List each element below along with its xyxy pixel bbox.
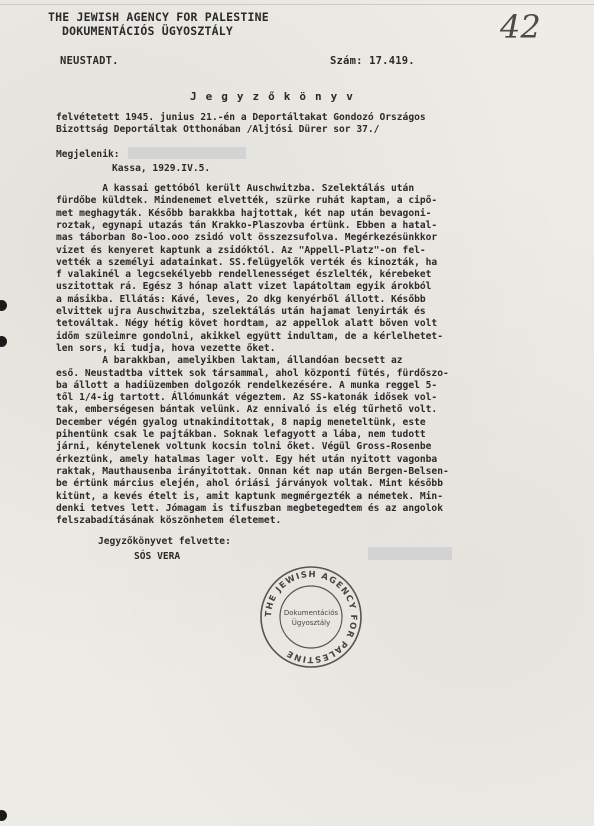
body-line: A kassai gettóból került Auschwitzba. Szelektálás után [56, 183, 415, 194]
body-line: felszabadításának köszönhetem életemet. [56, 515, 282, 527]
body-line: tetováltak. Négy hétig követ hordtam, az appellok alatt bőven volt [56, 318, 438, 330]
body-line: eső. Neustadtba vittek sok társammal, ahol központi fütés, fürdőszo- [56, 367, 449, 379]
body-line: vizet és kenyeret kaptunk a zsidóktól. Az "Appell-Platz"-on fel- [56, 244, 426, 256]
body-line: vették a személyi adatainkat. SS.felügyelők verték és kinozták, ha [56, 256, 438, 268]
document-title: Jegyzőkönyv [190, 90, 362, 103]
recorder-name: SÓS VERA [134, 551, 181, 562]
body-line: f valakinél a legcsekélyebb rendellenességet észlelték, kérebeket [56, 269, 432, 281]
agency-header: THE JEWISH AGENCY FOR PALESTINE [48, 10, 269, 24]
punch-hole [0, 300, 7, 311]
body-line: kitünt, a kevés ételt is, amit kaptunk megmérgezték a németek. Min- [56, 490, 443, 502]
body-line: től 1/4-ig tartott. Állómunkát végeztem. Az SS-katonák idősek vol- [56, 392, 438, 404]
body-line: uszitottak rá. Egész 3 hónap alatt vizet lapátoltam egyik árokból [56, 281, 432, 293]
body-line: járni, kénytelenek voltunk kocsin tolni őket. Végül Gross-Rosenbe [56, 441, 432, 453]
top-edge [0, 4, 594, 5]
body-line: elvittek ujra Auschwitzba, szelektálás után hajamat lenyirták és [56, 306, 426, 317]
punch-hole [0, 810, 7, 821]
stamp-center-line2: Ügyosztály [291, 619, 331, 627]
reference-number: Szám: 17.419. [330, 55, 415, 67]
agency-stamp [256, 562, 366, 672]
body-line: December végén gyalog utnakinditottak, 8 napig meneteltünk, este [56, 416, 426, 428]
redacted-signature [368, 547, 452, 560]
body-line: denki tetves lett. Jómagam is tifuszban megbetegedtem és az angolok [56, 502, 443, 514]
body-line: raktak, Mauthausenba irányitottak. Onnan két nap után Bergen-Belsen- [56, 465, 449, 477]
city-label: NEUSTADT. [60, 55, 119, 67]
body-line: ba állott a hadiüzemben dolgozók rendelkezésére. A munka reggel 5- [56, 379, 438, 391]
handwritten-page-number: 42 [500, 8, 541, 46]
body-line: len sors, ki tudja, hova vezette őket. [56, 342, 276, 354]
body-line: a másikba. Ellátás: Kávé, leves, 2o dkg kenyérből állott. Később [56, 293, 426, 305]
body-line: fürdőbe küldtek. Mindenemet elvették, szürke ruhát kaptam, a cipő- [56, 195, 438, 207]
body-line: tak, emberségesen bántak velünk. Az ennivaló is elég tűrhető volt. [56, 404, 438, 416]
body-line: érkeztünk, amely hatalmas lager volt. Egy hét után nyitott vagonba [56, 453, 438, 465]
recorder-label: Jegyzőkönyvet felvette: [98, 536, 231, 547]
birth-info: Kassa, 1929.IV.5. [112, 163, 211, 174]
body-line: met meghagyták. Később barakkba hajtottak, két nap után bevagoni- [56, 207, 432, 219]
intro-line: Bizottság Deportáltak Otthonában /Aljtósi Dürer sor 37./ [56, 124, 380, 135]
stamp-ring-text: THE JEWISH AGENCY FOR PALESTINE [263, 569, 359, 665]
body-line: be értünk március elején, ahol óriási járványok voltak. Mint később [56, 478, 443, 490]
body-line: mas táborban 8o-loo.ooo zsidó volt összezsufolva. Megérkezésünkkor [56, 232, 438, 244]
intro-line: felvétetett 1945. junius 21.-én a Deportáltakat Gondozó Országos [56, 112, 426, 123]
stamp-center-line1: Dokumentációs [283, 609, 339, 617]
body-line: A barakkban, amelyikben laktam, állandóan becsett az [56, 355, 403, 367]
body-line: roztak, egynapi utazás tán Krakko-Plaszovba értünk. Ebben a hatal- [56, 219, 438, 231]
department-header: DOKUMENTÁCIÓS ÜGYOSZTÁLY [62, 24, 233, 38]
redacted-name [128, 147, 246, 159]
body-line: pihentünk csak le pajtákban. Soknak lefagyott a lába, nem tudott [56, 429, 426, 440]
appeared-label: Megjelenik: [56, 149, 120, 160]
punch-hole [0, 336, 7, 347]
body-line: időm szüleimre gondolni, akikkel együtt indultam, de a kérlelhetet- [56, 330, 443, 342]
